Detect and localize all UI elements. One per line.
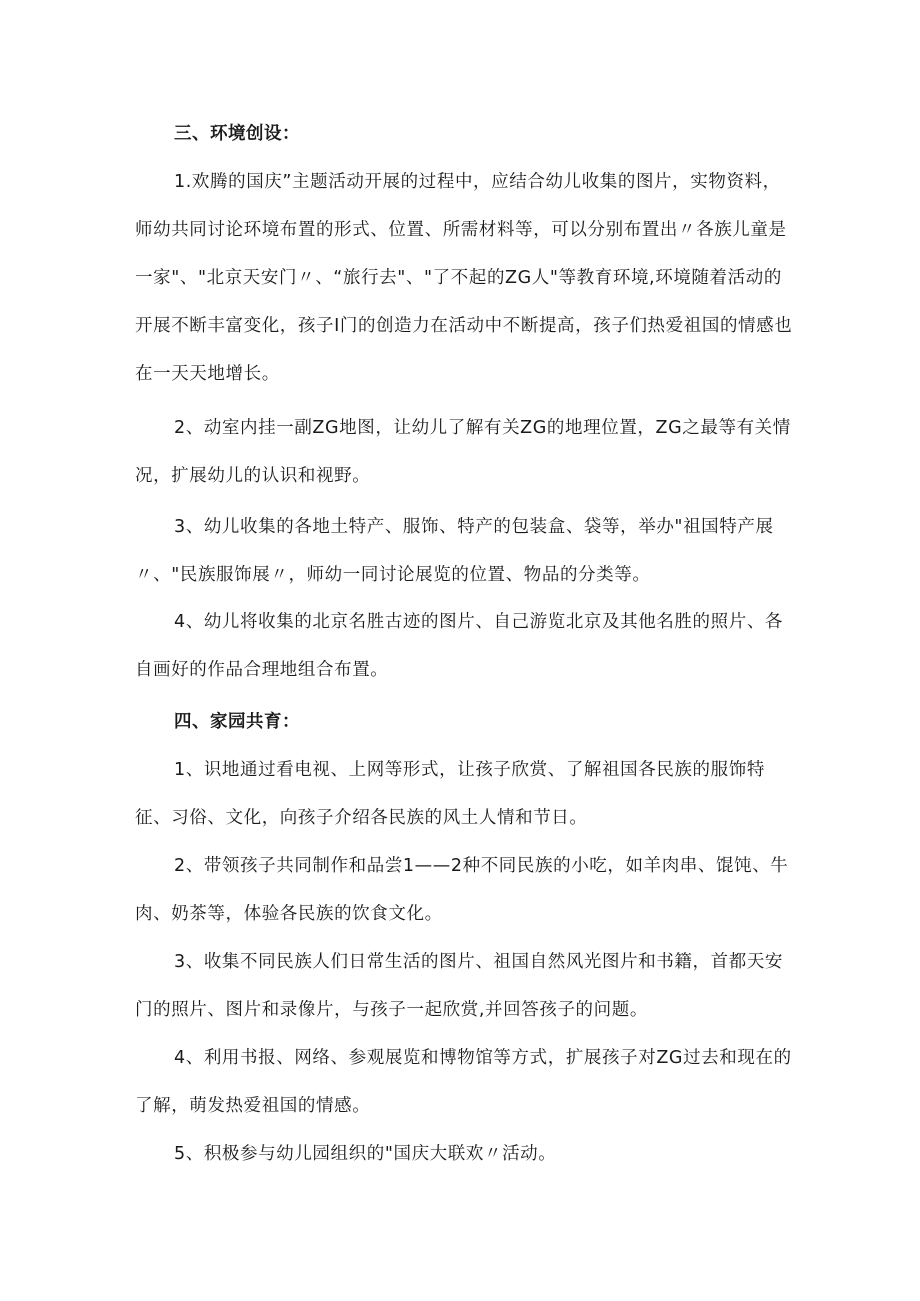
section-4-item-2: 2、带领孩子共同制作和品尝1——2种不同民族的小吃，如羊肉串、馄饨、牛肉、奶茶等，体验各民族的饮食文化。	[135, 856, 789, 924]
section-4-item-3: 3、收集不同民族人们日常生活的图片、祖国自然风光图片和书籍，首都天安门的照片、图片和录像片，与孩子一起欣赏,并回答孩子的问题。	[135, 952, 784, 1020]
section-3-item-3: 3、幼儿收集的各地土特产、服饰、特产的包装盒、袋等，举办"祖国特产展〃、"民族服饰展〃，师幼一同讨论展览的位置、物品的分类等。	[135, 517, 774, 585]
section-4-item-4: 4、利用书报、网络、参观展览和博物馆等方式，扩展孩子对ZG过去和现在的了解，萌发热爱祖国的情感。	[135, 1048, 792, 1116]
section-3-item-4: 4、幼儿将收集的北京名胜古迹的图片、自己游览北京及其他名胜的照片、各自画好的作品合理地组合布置。	[135, 612, 784, 680]
section-3-item-1: 1.欢腾的国庆”主题活动开展的过程中，应结合幼儿收集的图片，实物资料，师幼共同讨论环境布置的形式、位置、所需材料等，可以分别布置出〃各族儿童是一家"、"北京天安门〃、“旅行去"、"了不起的ZG人"等教育环境,环境随着活动的开展不断丰富变化，孩子I门的创造力在活动中不断提高，孩子们热爱祖国的情感也在一天天地增长。	[135, 172, 793, 384]
section-4-item-1: 1、识地通过看电视、上网等形式，让孩子欣赏、了解祖国各民族的服饰特征、习俗、文化，向孩子介绍各民族的风土人情和节日。	[135, 760, 765, 828]
section-4-item-5: 5、积极参与幼儿园组织的"国庆大联欢〃活动。	[174, 1144, 557, 1164]
section-3-heading: 三、环境创设：	[174, 124, 300, 144]
section-4-heading: 四、家园共育：	[174, 712, 300, 732]
section-3-item-2: 2、动室内挂一副ZG地图，让幼儿了解有关ZG的地理位置，ZG之最等有关情况，扩展幼儿的认识和视野。	[135, 418, 791, 486]
